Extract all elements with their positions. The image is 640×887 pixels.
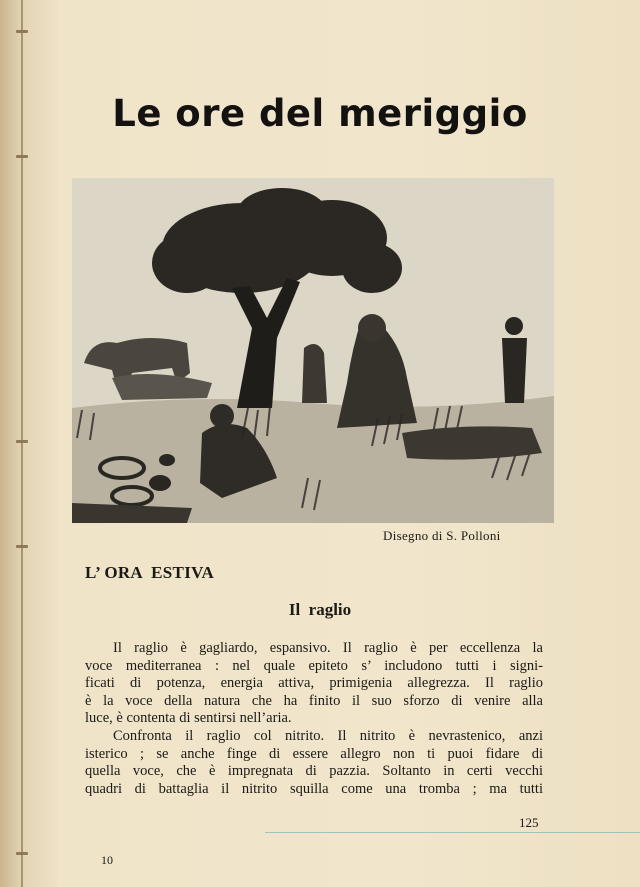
binding-stitch <box>16 440 28 443</box>
binding-stitch <box>16 545 28 548</box>
page-title: Le ore del meriggio <box>112 92 528 135</box>
binding-stitch <box>16 155 28 158</box>
text-line: luce, è contenta di sentirsi nell’aria. <box>85 710 292 727</box>
footer-rule <box>265 832 640 833</box>
text-line: quella voce, che è impregnata di pazzia. Soltanto in certi vecchi <box>85 763 543 780</box>
section-title: L’ ORA ESTIVA <box>85 563 215 582</box>
text-line: isterico ; se anche finge di essere allegro non ti puoi fidare di <box>85 745 543 762</box>
text-line: voce mediterranea : nel quale epiteto s’ includono tutti i signi- <box>85 657 543 674</box>
folio-number: 10 <box>101 853 113 867</box>
illustration-caption: Disegno di S. Polloni <box>383 528 501 543</box>
text-line: Il raglio è gagliardo, espansivo. Il raglio è per eccellenza la <box>113 640 543 656</box>
illustration <box>72 178 554 523</box>
text-line: Confronta il raglio col nitrito. Il nitrito è nevrastenico, anzi <box>113 727 543 744</box>
page-number: 125 <box>519 815 539 830</box>
text-line: quadri di battaglia il nitrito squilla come una tromba ; ma tutti <box>85 780 543 797</box>
text-line: è la voce della natura che ha finito il suo sforzo di venire alla <box>85 692 543 709</box>
pastoral-drawing <box>72 178 554 523</box>
body-text <box>85 640 543 798</box>
binding-stitch <box>16 852 28 855</box>
paragraph <box>85 640 543 728</box>
binding-stitch <box>16 30 28 33</box>
paragraph <box>85 728 543 798</box>
chapter-title: Il raglio <box>288 600 352 619</box>
text-line: ficati di potenza, energia attiva, primigenia allegrezza. Il raglio <box>85 675 543 692</box>
